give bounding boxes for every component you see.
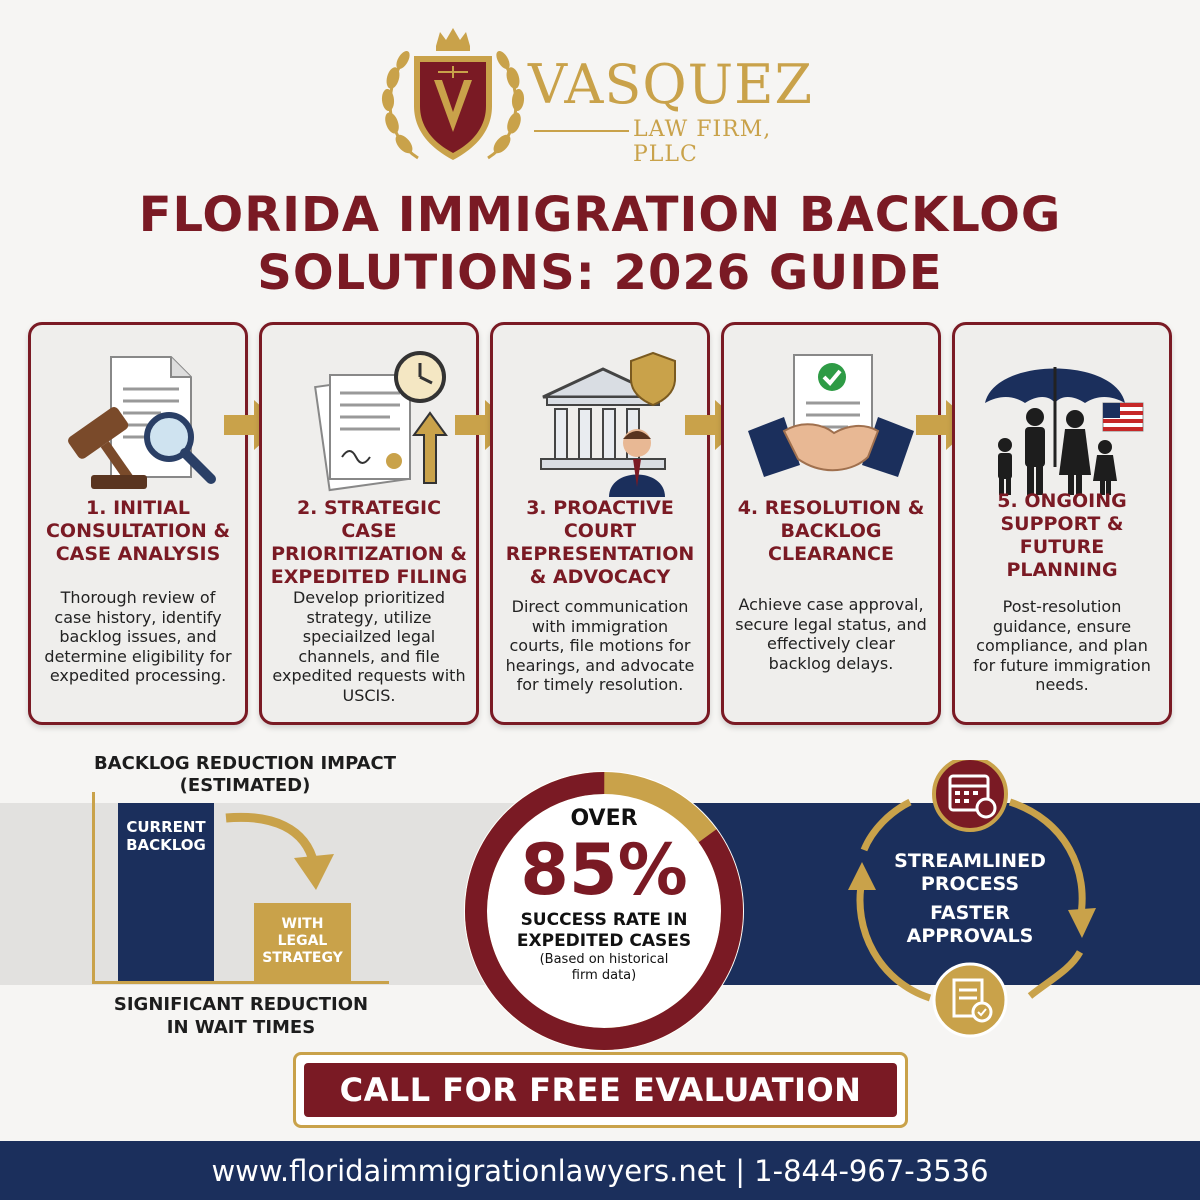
step-title: 1. INITIAL CONSULTATION & CASE ANALYSIS — [45, 497, 231, 565]
curved-arrow-icon — [222, 810, 342, 895]
footer-contact[interactable]: www.floridaimmigrationlawyers.net | 1-844-967-3536 — [211, 1153, 989, 1188]
firm-subtitle: LAW FIRM, PLLC — [633, 117, 772, 167]
bar-legal-label — [254, 916, 351, 967]
cycle-text-line-4: APPROVALS — [906, 925, 1034, 947]
handshake-approved-document-icon — [744, 347, 918, 497]
bar-legal-label-line-3: STRATEGY — [262, 950, 343, 966]
step-card-2 — [259, 322, 479, 725]
bar-current-label-line-2: BACKLOG — [126, 836, 206, 854]
stat-note-line-1: (Based on historical — [539, 952, 669, 967]
process-steps — [0, 322, 1200, 727]
chart-x-axis — [92, 981, 389, 984]
chart-y-axis — [92, 792, 95, 984]
chart-caption — [96, 993, 386, 1039]
bar-current-label-line-1: CURRENT — [126, 818, 206, 836]
step-card-4 — [721, 322, 941, 725]
page-title — [0, 186, 1200, 302]
cycle-text-line-1: STREAMLINED — [894, 850, 1046, 872]
bar-current-label — [118, 818, 214, 854]
document-checkmark-icon — [934, 964, 1006, 1036]
step-title: 5. ONGOING SUPPORT & FUTURE PLANNING — [997, 490, 1127, 581]
calendar-clock-icon — [934, 760, 1006, 830]
cycle-text-line-2: PROCESS — [920, 873, 1020, 895]
bar-legal-label-line-1: WITH — [281, 916, 324, 932]
cycle-text — [860, 850, 1080, 948]
cycle-text-line-3: FASTER — [930, 902, 1010, 924]
step-card-3 — [490, 322, 710, 725]
call-for-evaluation-button[interactable] — [293, 1052, 908, 1128]
stat-label-line-2: EXPEDITED CASES — [516, 931, 692, 951]
step-title: 3. PROACTIVE COURT REPRESENTATION & ADVOCACY — [505, 497, 695, 588]
success-rate-text — [461, 768, 747, 1054]
stat-label — [461, 910, 747, 952]
chart-caption-line-2: IN WAIT TIMES — [166, 1017, 316, 1038]
crest-icon — [378, 28, 528, 168]
stat-prefix: OVER — [570, 806, 638, 831]
stat-note — [461, 952, 747, 984]
gavel-document-magnifier-icon — [51, 347, 225, 497]
bar-legal-label-line-2: LEGAL — [277, 933, 328, 949]
stat-value: 85% — [520, 829, 688, 911]
step-card-5 — [952, 322, 1172, 725]
title-line-2: SOLUTIONS: 2026 GUIDE — [257, 245, 943, 301]
courthouse-lawyer-shield-icon — [513, 347, 687, 497]
family-umbrella-flag-icon — [975, 347, 1149, 497]
firm-logo — [378, 28, 838, 168]
footer-bar — [0, 1141, 1200, 1200]
step-description: Post-resolution guidance, ensure compliance, and plan for future immigration needs. — [973, 597, 1151, 694]
title-line-1: FLORIDA IMMIGRATION BACKLOG — [138, 187, 1062, 243]
chart-title-line-1: BACKLOG REDUCTION IMPACT — [93, 753, 397, 774]
cta-label: CALL FOR FREE EVALUATION — [339, 1071, 862, 1109]
step-description: Direct communication with immigration courts, file motions for hearings, and advocate for timely resolution. — [505, 597, 695, 694]
step-title: 4. RESOLUTION & BACKLOG CLEARANCE — [737, 497, 925, 565]
chart-caption-line-1: SIGNIFICANT REDUCTION — [113, 994, 369, 1015]
step-description: Achieve case approval, secure legal status, and effectively clear backlog delays. — [735, 595, 927, 673]
step-card-1 — [28, 322, 248, 725]
stat-label-line-1: SUCCESS RATE IN — [520, 910, 688, 930]
cta-inner[interactable] — [304, 1063, 897, 1117]
firm-name: VASQUEZ — [528, 53, 814, 116]
documents-clock-arrow-icon — [282, 347, 456, 497]
step-description: Develop prioritized strategy, utilize speciailzed legal channels, and file expedited requests with USCIS. — [272, 588, 466, 705]
step-title: 2. STRATEGIC CASE PRIORITIZATION & EXPEDITED FILING — [270, 497, 468, 588]
chart-title — [60, 753, 430, 797]
logo-divider — [534, 130, 629, 132]
step-description: Thorough review of case history, identify backlog issues, and determine eligibility for expedited processing. — [44, 588, 232, 685]
chart-title-line-2: (ESTIMATED) — [179, 775, 311, 796]
stat-note-line-2: firm data) — [571, 968, 637, 983]
